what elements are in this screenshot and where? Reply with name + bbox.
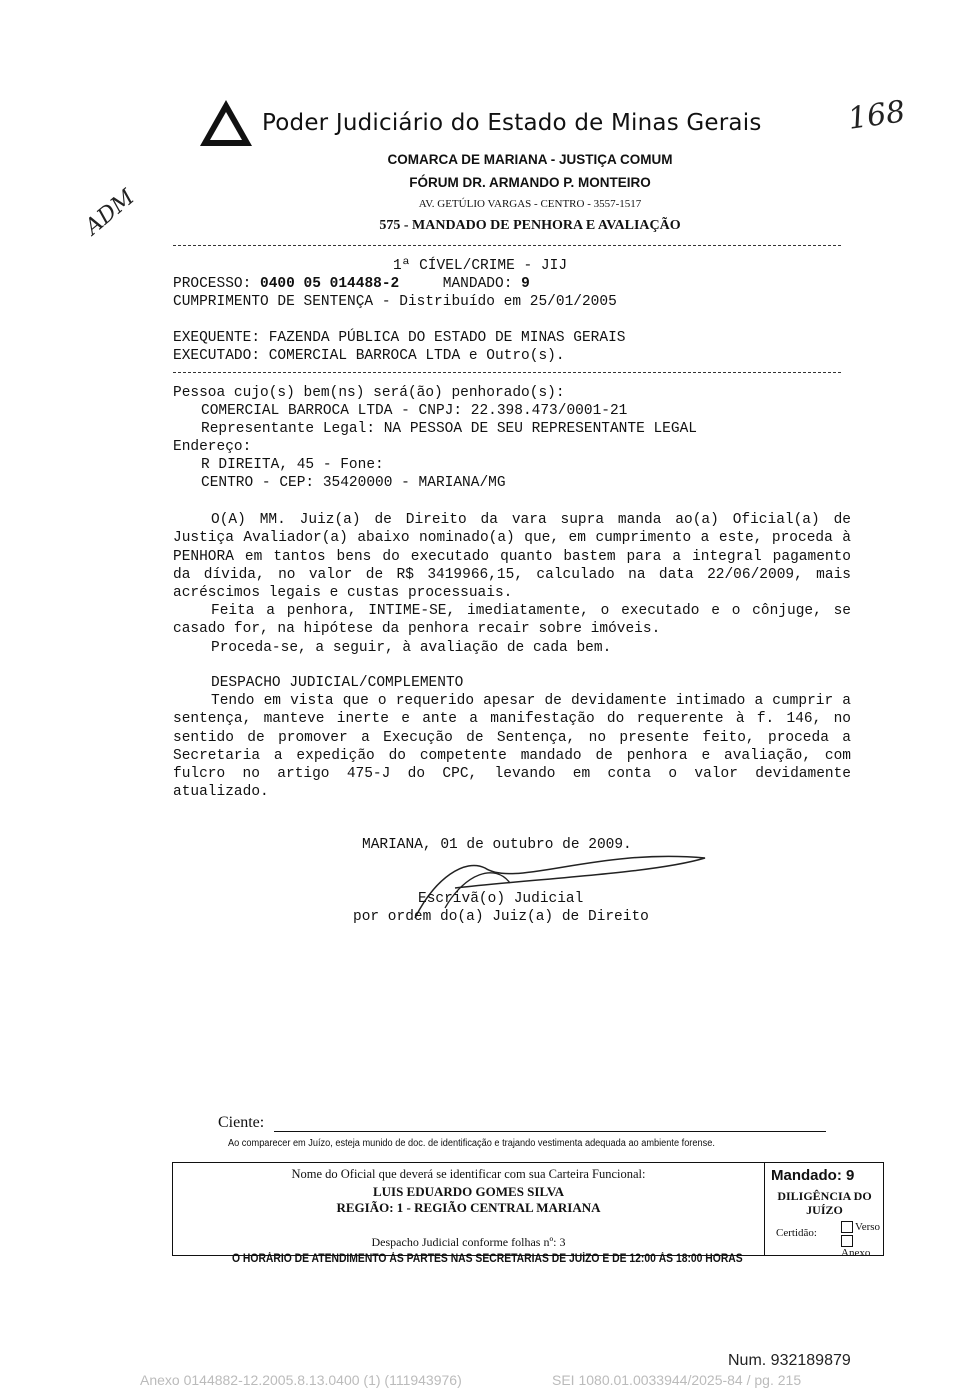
anexo-checkbox[interactable] [841,1235,853,1247]
intimacao-text: Feita a penhora, INTIME-SE, imediatamente, o executado e o cônjuge, se casado for, na hipótese da penhora recair sobre imóveis. [173,603,851,638]
ciente-label: Ciente: [218,1114,265,1131]
ciente-note: Ao comparecer em Juízo, esteja munido de doc. de identificação e trajando vestimenta adequada ao ambiente forense. [228,1138,715,1149]
court-title: Poder Judiciário do Estado de Minas Gerais [262,110,762,136]
avaliacao-text: Proceda-se, a seguir, à avaliação de cada bem. [211,640,612,656]
exequente-line: EXEQUENTE: FAZENDA PÚBLICA DO ESTADO DE MINAS GERAIS [173,330,626,346]
anexo-reference: Anexo 0144882-12.2005.8.13.0400 (1) (111943976) [140,1372,462,1388]
anexo-option[interactable] [841,1235,883,1259]
vara-line: 1ª CÍVEL/CRIME - JIJ [393,258,568,274]
address-line: AV. GETÚLIO VARGAS - CENTRO - 3557-1517 [418,198,642,210]
comarca-line: COMARCA DE MARIANA - JUSTIÇA COMUM [387,152,673,167]
divider [173,372,841,373]
certidao-label: Certidão: [776,1227,817,1239]
box-mandado: Mandado: 9 [771,1167,855,1184]
anexo-label: Anexo [841,1247,871,1260]
ciente-line [274,1131,826,1132]
mandado-label: MANDADO: [442,276,513,292]
penhorado-heading: Pessoa cujo(s) bem(ns) será(ão) penhorado(s): [173,385,565,401]
processo-label: PROCESSO: [173,276,252,292]
order-paragraph [173,511,851,602]
hours-notice: O HORÁRIO DE ATENDIMENTO ÀS PARTES NAS SECRETARIAS DE JUÍZO E DE 12:00 ÀS 18:00 HORAS [232,1253,743,1265]
box-certidao [776,1227,817,1239]
form-title: 575 - MANDADO DE PENHORA E AVALIAÇÃO [379,218,681,233]
document-number: Num. 932189879 [728,1352,851,1369]
processo-line [173,275,530,293]
signature-order: por ordem do(a) Juiz(a) de Direito [353,909,649,925]
despacho-paragraph [173,692,851,802]
handwritten-margin-note: ADM [80,184,140,241]
signature-date: MARIANA, 01 de outubro de 2009. [362,837,632,853]
penhorado-company: COMERCIAL BARROCA LTDA - CNPJ: 22.398.473/0001-21 [201,403,628,419]
officer-region: REGIÃO: 1 - REGIÃO CENTRAL MARIANA [336,1200,601,1215]
sei-reference: SEI 1080.01.0033944/2025-84 / pg. 215 [552,1372,802,1388]
endereco-street: R DIREITA, 45 - Fone: [201,457,384,473]
cumprimento-line: CUMPRIMENTO DE SENTENÇA - Distribuído em 25/01/2005 [173,294,617,310]
intimacao-paragraph [173,602,851,639]
mandado-number: 9 [521,276,530,292]
order-text: O(A) MM. Juiz(a) de Direito da vara supra manda ao(a) Oficial(a) de Justiça Avaliador(a) abaixo nominado(a) que, em cumprimento a este, proceda à PENHORA em tantos bens do executado quanto bastem para a integral pagamento da dívida, no valor de R$ 3419966,15, calculado na data 22/06/2009, mais acréscimos legais e custas processuais. [173,512,851,602]
verso-option[interactable] [841,1221,880,1233]
endereco-city: CENTRO - CEP: 35420000 - MARIANA/MG [201,475,506,491]
despacho-text: Tendo em vista que o requerido apesar de devidamente intimado a cumprir a sentença, manteve inerte e ante a manifestação do requerente à f. 146, no sentido de promover a Execução de Sentença, no presente feito, proceda a Secretaria a expedição do competente mandado de penhora e avaliação, com fulcro no artigo 475-J do CPC, levando em conta o valor devidamente atualizado. [173,693,851,801]
divider [173,245,841,246]
officer-instruction: Nome do Oficial que deverá se identificar com sua Carteira Funcional: [291,1167,646,1181]
verso-label: Verso [855,1221,881,1233]
handwritten-page-number: 168 [845,94,908,137]
box-diligencia: DILIGÊNCIA DO JUÍZO [777,1189,872,1217]
forum-line: FÓRUM DR. ARMANDO P. MONTEIRO [409,175,651,190]
endereco-label: Endereço: [173,439,252,455]
avaliacao-paragraph [173,639,851,657]
executado-line: EXECUTADO: COMERCIAL BARROCA LTDA e Outro(s). [173,348,565,364]
officer-name: LUIS EDUARDO GOMES SILVA [372,1184,565,1199]
penhorado-representante: Representante Legal: NA PESSOA DE SEU REPRESENTANTE LEGAL [201,421,697,437]
despacho-folhas: Despacho Judicial conforme folhas nº: 3 [371,1235,566,1249]
verso-checkbox[interactable] [841,1221,853,1233]
processo-number: 0400 05 014488-2 [260,276,400,292]
court-logo [198,98,254,148]
signature-role: Escrivã(o) Judicial [418,891,584,907]
despacho-heading: DESPACHO JUDICIAL/COMPLEMENTO [211,675,464,691]
triangle-logo-icon [198,98,254,148]
